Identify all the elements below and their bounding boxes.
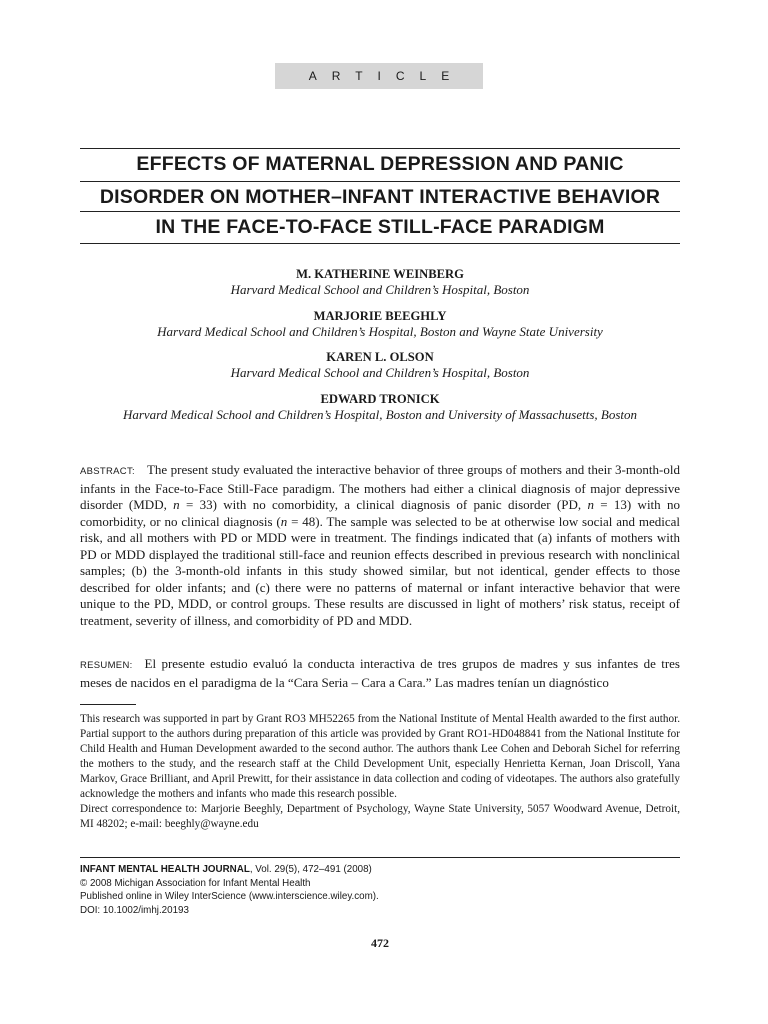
- abstract-n-symbol: n: [280, 513, 288, 529]
- author-name: KAREN L. OLSON: [326, 350, 434, 364]
- author-affiliation: Harvard Medical School and Children’s Hospital, Boston: [230, 365, 530, 380]
- abstract-text: The present study evaluated the interactive behavior of three groups of mothers and their 3-month-old infants in the Face-to-Face Still-Face paradigm. The mothers had either a clinical diagnosis of major depressive disorder (MDD,: [80, 462, 680, 512]
- author-affiliation: Harvard Medical School and Children’s Hospital, Boston and Wayne State University: [157, 323, 603, 339]
- author-list: [80, 266, 680, 423]
- abstract-label: ABSTRACT:: [80, 466, 135, 477]
- funding-note: This research was supported in part by Grant RO3 MH52265 from the National Institute of Mental Health awarded to the first author. Partial support to the authors during preparation of this article was provided by Grant RO1-HD048841 from the National Institute for Child Health and Human Development awarded to the second author. The authors thank Lee Cohen and Deborah Sichel for referring the mothers to the study, and the research staff at the Child Development Unit, especially Henrietta Kernan, Joan Driscoll, Yana Markov, Grace Brilliant, and April Prewitt, for their assistance in data collection and coding of videotapes. The authors also gratefully acknowledge the mothers and infants who made this research possible.: [80, 713, 680, 800]
- journal-copyright: © 2008 Michigan Association for Infant Mental Health: [80, 877, 311, 889]
- journal-published: Published online in Wiley InterScience (www.interscience.wiley.com).: [80, 891, 379, 902]
- footnote-separator: [80, 704, 136, 705]
- title-top-rule: [80, 148, 680, 149]
- author-name: MARJORIE BEEGHLY: [313, 308, 447, 323]
- abstract-spanish: [80, 656, 680, 691]
- resumen-text: El presente estudio evaluó la conducta interactiva de tres grupos de madres y sus infantes de tres meses de nacidos en el paradigma de la “Cara Seria – Cara a Cara.” Las madres tenían un diagnóstico: [80, 656, 680, 690]
- title-rule-2: [80, 181, 680, 182]
- title-line-2: DISORDER ON MOTHER–INFANT INTERACTIVE BEHAVIOR: [99, 186, 661, 208]
- author-affiliation: Harvard Medical School and Children’s Hospital, Boston: [230, 282, 530, 297]
- abstract-english: [80, 462, 680, 629]
- author-name: M. KATHERINE WEINBERG: [296, 267, 464, 281]
- resumen-label: RESUMEN:: [80, 660, 133, 671]
- title-rule-3: [80, 211, 680, 212]
- journal-info: [80, 863, 680, 917]
- correspondence-note: Direct correspondence to: Marjorie Beeghly, Department of Psychology, Wayne State University, 5057 Woodward Avenue, Detroit, MI 48202; e-mail: beeghly@wayne.edu: [80, 803, 680, 830]
- abstract-text: = 13) with no comorbidity, or no clinical diagnosis (: [80, 497, 680, 529]
- title-line-1: EFFECTS OF MATERNAL DEPRESSION AND PANIC: [136, 153, 624, 175]
- author-affiliation: Harvard Medical School and Children’s Hospital, Boston and University of Massachusetts, Boston: [122, 406, 638, 422]
- journal-citation: , Vol. 29(5), 472–491 (2008): [249, 864, 372, 875]
- abstract-text: = 48). The sample was selected to be at otherwise low social and medical risk, and all mothers with PD or MDD were in treatment. The findings indicated that (a) infants of mothers with PD or MDD displayed the traditional still-face and reunion effects described in previous research with nonclinical samples; (b) the 3-month-old infants in this study showed similar, but not identical, gender effects to those described for older infants; and (c) there were no patterns of maternal or infant interactive behavior that were unique to the PD, MDD, or control groups. These results are discussed in light of mothers’ risk status, receipt of treatment, severity of illness, and comorbidity of PD and MDD.: [80, 513, 680, 628]
- abstract-n-symbol: n: [587, 497, 594, 512]
- abstract-n-symbol: n: [173, 497, 180, 512]
- title-bottom-rule: [80, 243, 680, 244]
- title-line-3: IN THE FACE-TO-FACE STILL-FACE PARADIGM: [155, 216, 605, 238]
- abstract-text: = 33) with no comorbidity, a clinical diagnosis of panic disorder (PD,: [179, 497, 588, 512]
- author-name: EDWARD TRONICK: [320, 391, 440, 406]
- footnote: [80, 712, 680, 832]
- journal-doi: DOI: 10.1002/imhj.20193: [80, 904, 189, 916]
- article-section-tag: ARTICLE: [275, 63, 483, 89]
- journal-name: INFANT MENTAL HEALTH JOURNAL: [80, 864, 250, 875]
- page-number: 472: [371, 936, 389, 950]
- journal-rule: [80, 857, 680, 858]
